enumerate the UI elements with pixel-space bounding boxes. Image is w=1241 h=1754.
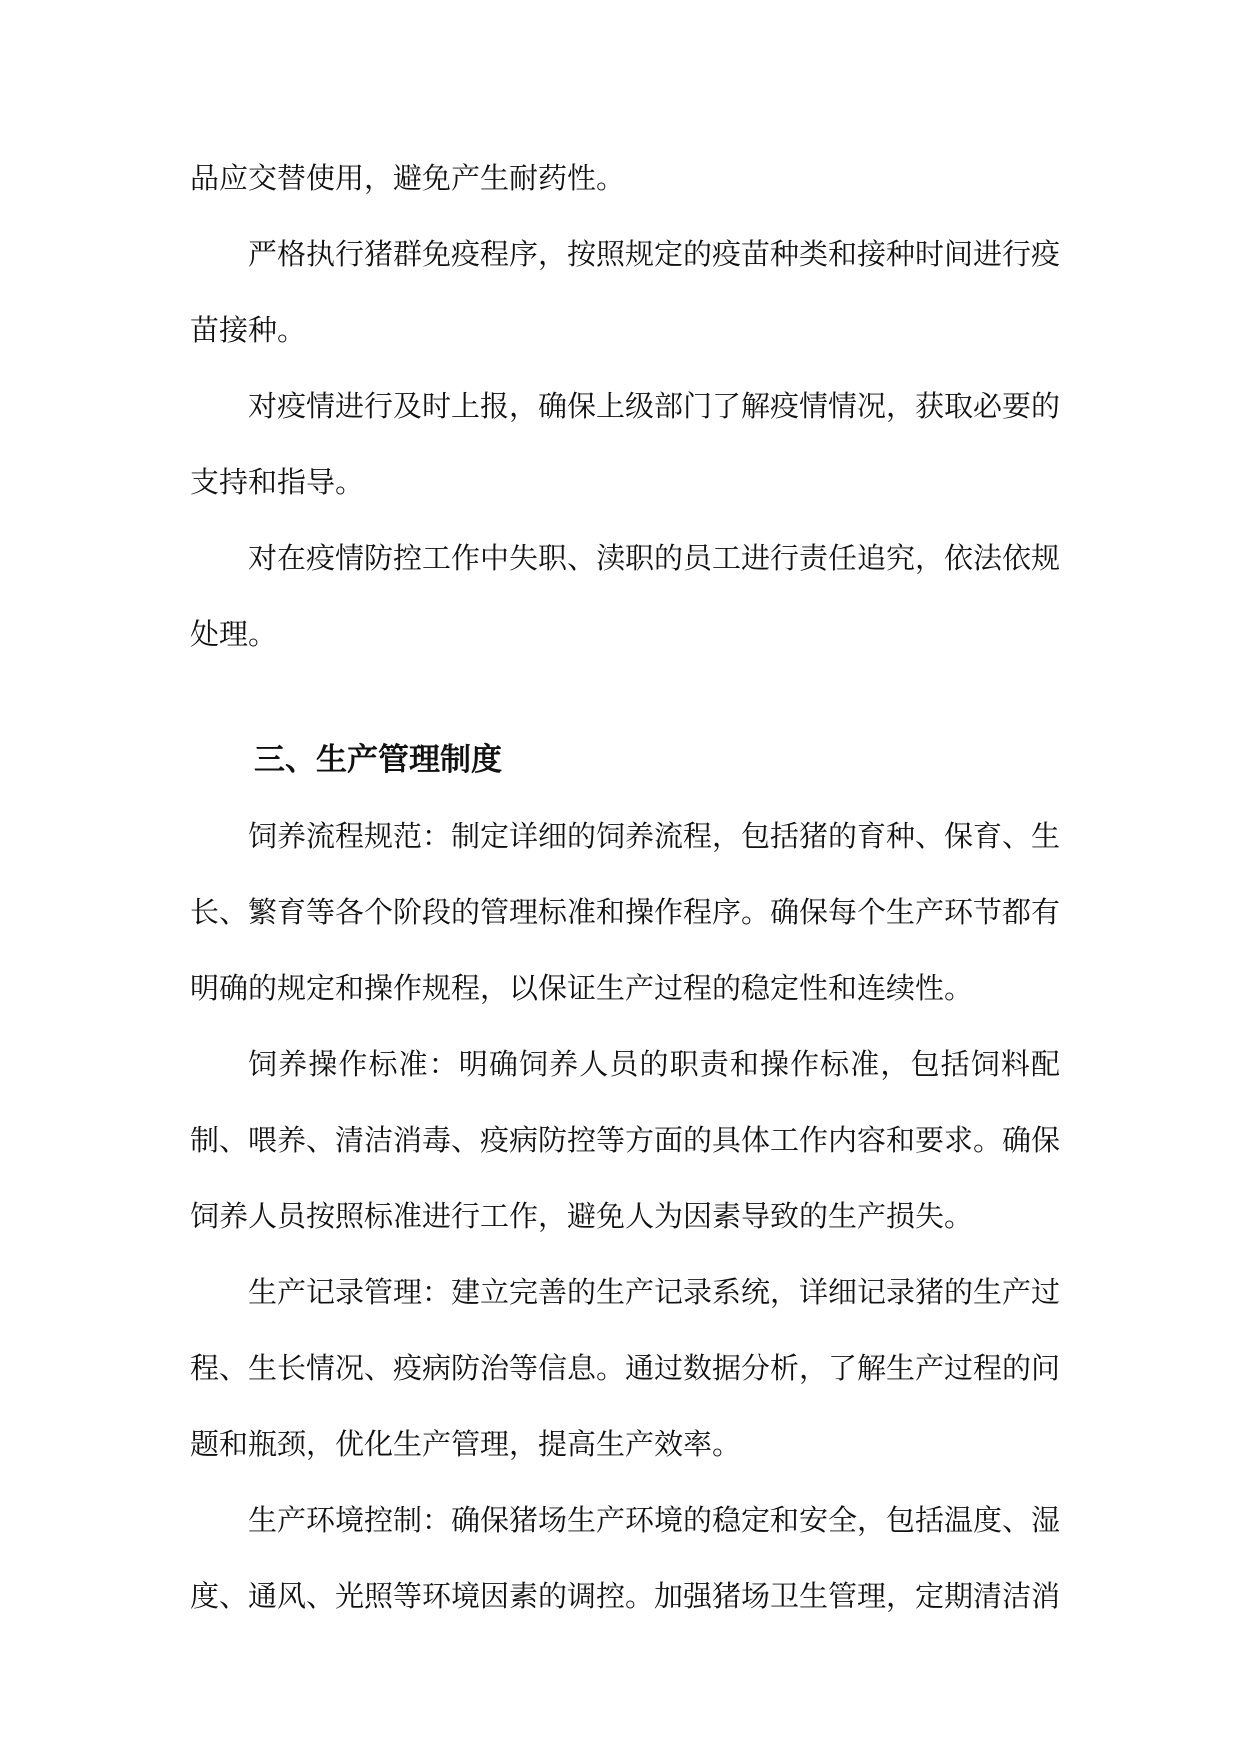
paragraph-accountability: 对在疫情防控工作中失职、渎职的员工进行责任追究，依法依规处理。 (190, 541, 1061, 651)
paragraph-vaccination: 严格执行猪群免疫程序，按照规定的疫苗种类和接种时间进行疫苗接种。 (190, 237, 1061, 347)
page-body (190, 140, 1060, 1634)
section-heading: 三、生产管理制度 (254, 742, 502, 778)
paragraph-epidemic-report: 对疫情进行及时上报，确保上级部门了解疫情情况，获取必要的支持和指导。 (190, 389, 1061, 499)
paragraph-feeding-process: 饲养流程规范：制定详细的饲养流程，包括猪的育种、保育、生长、繁育等各个阶段的管理标准和操作程序。确保每个生产环节都有明确的规定和操作规程，以保证生产过程的稳定性和连续性。 (190, 819, 1061, 1005)
paragraph-feeding-standard: 饲养操作标准：明确饲养人员的职责和操作标准，包括饲料配制、喂养、清洁消毒、疫病防控等方面的具体工作内容和要求。确保饲养人员按照标准进行工作，避免人为因素导致的生产损失。 (190, 1047, 1061, 1233)
paragraph-production-records: 生产记录管理：建立完善的生产记录系统，详细记录猪的生产过程、生长情况、疫病防治等信息。通过数据分析，了解生产过程的问题和瓶颈，优化生产管理，提高生产效率。 (190, 1275, 1061, 1461)
paragraph-continuation: 品应交替使用，避免产生耐药性。 (190, 161, 626, 195)
paragraph-environment-control: 生产环境控制：确保猪场生产环境的稳定和安全，包括温度、湿度、通风、光照等环境因素的调控。加强猪场卫生管理，定期清洁消 (190, 1503, 1061, 1613)
